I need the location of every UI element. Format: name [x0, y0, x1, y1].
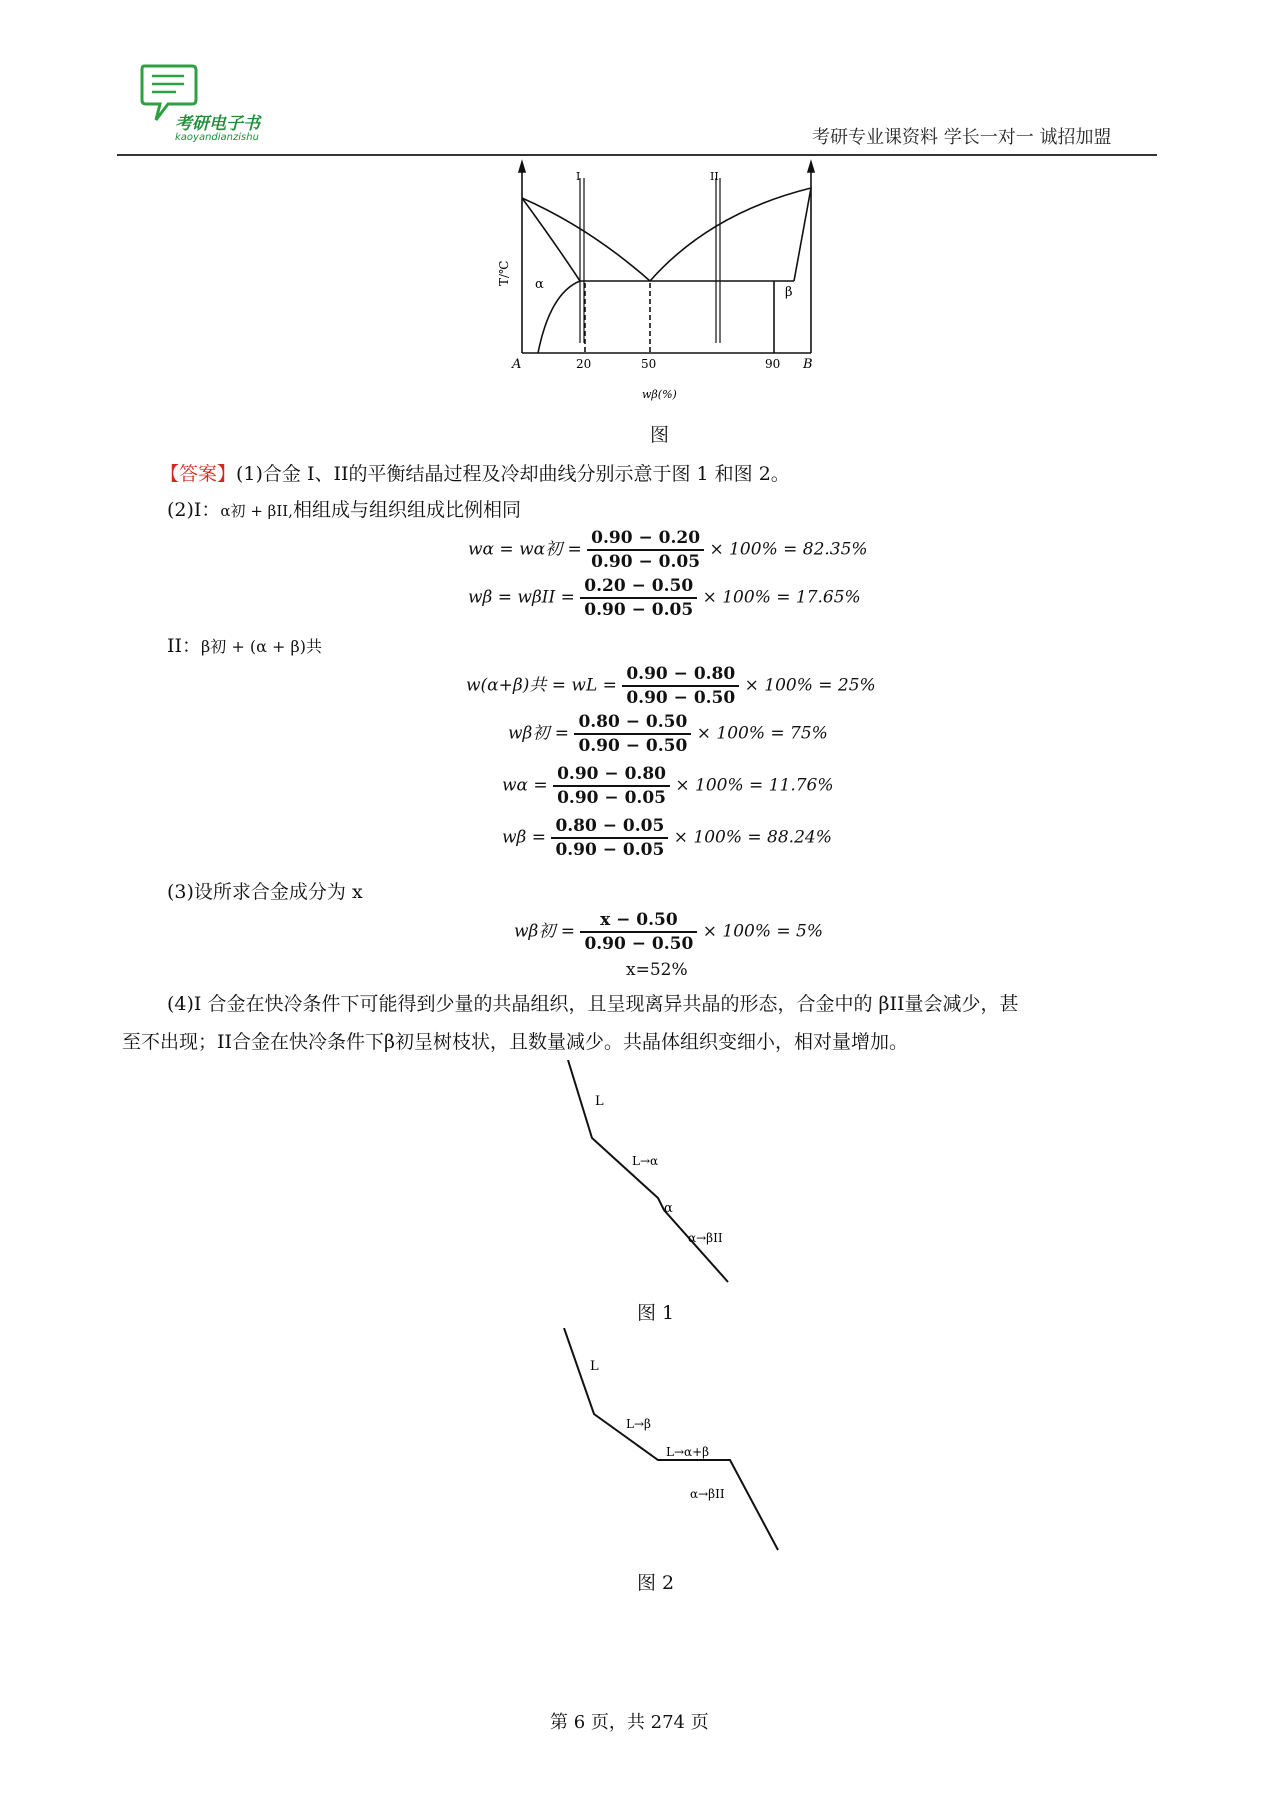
x-tick-90: 90: [765, 357, 781, 371]
eq6-fraction: [551, 816, 668, 860]
eq4-num: 0.80 − 0.50: [574, 712, 691, 735]
x-tick-20: 20: [576, 357, 592, 371]
x-end-B: B: [803, 357, 813, 372]
eq1-den: 0.90 − 0.05: [591, 552, 701, 572]
answer-tag: 【答案】: [160, 463, 237, 485]
fig2-label-L-beta: L→β: [626, 1417, 651, 1431]
fig2-label-alpha-betaII: α→βII: [690, 1487, 725, 1501]
equation-7: [514, 910, 823, 954]
eq4-fraction: [574, 712, 691, 756]
equation-2: [468, 576, 861, 620]
eq6-den: 0.90 − 0.05: [555, 840, 665, 860]
y-axis-label: T/℃: [497, 260, 511, 286]
eq5-num: 0.90 − 0.80: [553, 764, 670, 787]
eq7-rhs: × 100% = 5%: [702, 921, 824, 942]
eq3-rhs: × 100% = 25%: [744, 675, 876, 696]
answer-p1-text: (1)合金 I、II的平衡结晶过程及冷却曲线分别示意于图 1 和图 2。: [236, 463, 790, 485]
eq3-lhs: w(α+β)共 = wL =: [466, 675, 617, 696]
header-divider: [117, 154, 1157, 156]
eq2-fraction: [580, 576, 697, 620]
eq4-den: 0.90 − 0.50: [578, 736, 688, 756]
x-axis-label: wβ(%): [642, 388, 677, 401]
answer-p2: [167, 498, 521, 523]
eq2-num: 0.20 − 0.50: [580, 576, 697, 599]
eq3-den: 0.90 − 0.50: [626, 688, 736, 708]
fig1-label-L-alpha: L→α: [632, 1154, 659, 1168]
fig2-label-L: L: [590, 1359, 599, 1374]
fig1-label-alpha: α: [664, 1201, 673, 1216]
p2-label: (2)I：: [167, 499, 221, 521]
phase-label-alpha: α: [535, 277, 544, 292]
eq2-lhs: wβ = wβII =: [468, 587, 575, 608]
figure1-caption: 图 1: [637, 1302, 675, 1324]
logo-text: 考研电子书: [175, 114, 260, 134]
p-II-label: II：: [167, 635, 202, 657]
eq3-num: 0.90 − 0.80: [622, 664, 739, 687]
eq5-rhs: × 100% = 11.76%: [675, 775, 834, 796]
eq4-lhs: wβ初 =: [508, 723, 570, 744]
equation-5: [502, 764, 834, 808]
phase-label-beta: β: [785, 285, 793, 300]
answer-p-II: [167, 634, 322, 659]
eq3-fraction: [622, 664, 739, 708]
eq7-num: x − 0.50: [580, 910, 697, 933]
eq5-den: 0.90 − 0.05: [557, 788, 666, 808]
eq7-fraction: [580, 910, 697, 954]
answer-p3: (3)设所求合金成分为 x: [167, 881, 363, 903]
eq5-fraction: [553, 764, 670, 808]
equation-1: [468, 528, 868, 572]
figure2-caption: 图 2: [637, 1572, 675, 1594]
figure1-cooling-curve: [560, 1060, 740, 1290]
answer-p4-line2: 至不出现；II合金在快冷条件下β初呈树枝状，且数量减少。共晶体组织变细小，相对量增加。: [122, 1031, 908, 1053]
alloy-label-II: II: [710, 170, 719, 183]
equation-6: [502, 816, 832, 860]
eq6-num: 0.80 − 0.05: [551, 816, 668, 839]
fig1-label-alpha-betaII: α→βII: [688, 1231, 723, 1245]
eq2-rhs: × 100% = 17.65%: [702, 587, 861, 608]
x-end-A: A: [512, 357, 522, 372]
eq7-den: 0.90 − 0.50: [584, 934, 694, 954]
answer-p1: [160, 462, 790, 486]
p2-text: 相组成与组织组成比例相同: [292, 499, 521, 521]
eq1-rhs: × 100% = 82.35%: [709, 539, 868, 560]
eq2-den: 0.90 − 0.05: [584, 600, 694, 620]
equation-3: [466, 664, 876, 708]
eq1-lhs: wα = wα初 =: [468, 539, 582, 560]
fig1-label-L: L: [595, 1094, 604, 1109]
alloy-label-I: I: [576, 170, 581, 183]
equation-4: [508, 712, 828, 756]
phase-diagram-caption: 图: [650, 424, 670, 446]
header-slogan: 考研专业课资料 学长一对一 诚招加盟: [812, 127, 1112, 148]
eq5-lhs: wα =: [502, 775, 548, 796]
x-tick-50: 50: [641, 357, 657, 371]
eq1-num: 0.90 − 0.20: [587, 528, 704, 551]
eq6-lhs: wβ =: [502, 827, 547, 848]
logo-subtext: kaoyandianzishu: [175, 132, 259, 143]
fig2-label-L-alpha-beta: L→α+β: [666, 1445, 710, 1459]
figure2-cooling-curve: [560, 1328, 780, 1558]
phase-diagram: [480, 158, 820, 408]
eq4-rhs: × 100% = 75%: [696, 723, 828, 744]
eq7-lhs: wβ初 =: [514, 921, 576, 942]
eq1-fraction: [587, 528, 704, 572]
eq6-rhs: × 100% = 88.24%: [673, 827, 832, 848]
x-result: x=52%: [626, 960, 688, 980]
page-footer: 第 6 页，共 274 页: [550, 1712, 709, 1733]
answer-p4-line1: (4)I 合金在快冷条件下可能得到少量的共晶组织，且呈现离异共晶的形态，合金中的 βII量会减少，甚: [167, 993, 1019, 1015]
p2-phases: α初 + βII,: [220, 502, 293, 520]
p-II-phases: β初 + (α + β)共: [201, 637, 322, 656]
